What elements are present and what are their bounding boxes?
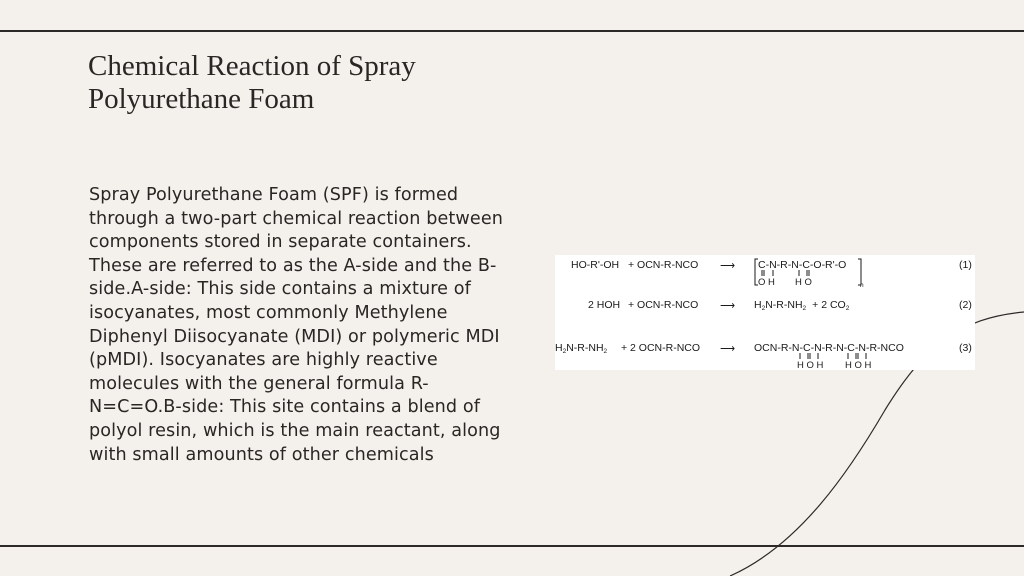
eq2-arrow: ⟶ bbox=[720, 300, 736, 312]
top-rule bbox=[0, 30, 1024, 32]
eq3-left bbox=[555, 342, 608, 355]
eq1-product: C-N-R-N-C-O-R'-O bbox=[758, 259, 847, 271]
eq1-left: HO-R'-OH bbox=[571, 259, 620, 271]
eq2-reagent: + OCN-R-NCO bbox=[628, 299, 699, 311]
bottom-rule bbox=[0, 545, 1024, 547]
eq3-reagent: + 2 OCN-R-NCO bbox=[621, 342, 701, 354]
equation-2 bbox=[588, 299, 972, 312]
eq3-left-h: H bbox=[555, 342, 563, 354]
slide-body-text: Spray Polyurethane Foam (SPF) is formed through a two-part chemical reaction between components stored in separate containers. These are referred to as the A-side and the B-side.A-side: This side contains a mixture of isocyanates, most commonly Methylene Diphenyl Diisocyanate (MDI) or polymeric MDI (pMDI). Isocyanates are highly reactive molecules with the general formula R-N=C=O.B-side: This site contains a blend of polyol resin, which is the main reactant, along with small amounts of other chemicals bbox=[89, 185, 504, 465]
eq2-product-co: + 2 CO bbox=[812, 299, 846, 311]
eq3-product: OCN-R-N-C-N-R-N-C-N-R-NCO bbox=[754, 342, 904, 354]
eq3-arrow: ⟶ bbox=[720, 343, 736, 355]
eq3-product-lower-right: H O H bbox=[845, 360, 872, 370]
eq3-number: (3) bbox=[959, 342, 972, 354]
eq3-left-h-sub: 2 bbox=[562, 348, 567, 355]
eq2-product-amine-sub: 2 bbox=[802, 305, 807, 312]
eq1-reagent: + OCN-R-NCO bbox=[628, 259, 699, 271]
eq3-left-amine-sub: 2 bbox=[603, 348, 608, 355]
eq2-product-h: H bbox=[754, 299, 762, 311]
equation-1 bbox=[571, 259, 972, 289]
eq2-product-h-sub: 2 bbox=[761, 305, 766, 312]
slide-title: Chemical Reaction of Spray Polyurethane Foam bbox=[88, 50, 416, 115]
eq1-number: (1) bbox=[959, 259, 972, 271]
eq2-product-co-sub: 2 bbox=[845, 305, 850, 312]
eq2-product-amine: N-R-NH bbox=[765, 299, 803, 311]
eq2-product bbox=[754, 299, 850, 312]
eq1-product-lower-right: H O bbox=[795, 277, 812, 288]
eq1-arrow: ⟶ bbox=[720, 260, 736, 272]
eq1-product-lower-left: O H bbox=[758, 277, 775, 288]
eq3-left-amine: N-R-NH bbox=[566, 342, 604, 354]
equation-3 bbox=[555, 342, 972, 370]
eq2-left: 2 HOH bbox=[588, 299, 621, 311]
eq3-product-lower-left: H O H bbox=[797, 360, 824, 370]
reaction-equations-figure bbox=[555, 255, 975, 370]
eq1-subscript: n bbox=[860, 282, 864, 289]
eq2-number: (2) bbox=[959, 299, 972, 311]
